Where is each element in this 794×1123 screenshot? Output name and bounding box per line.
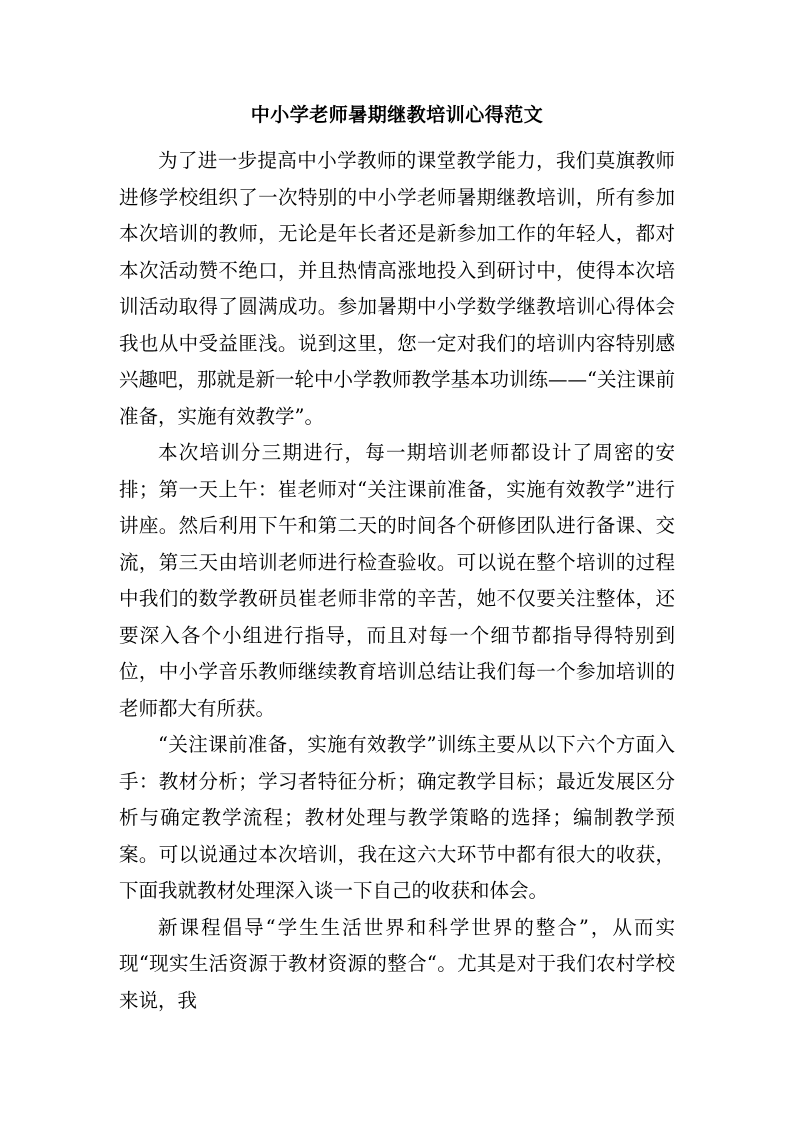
document-body [119, 143, 675, 1019]
paragraph-3: “关注课前准备，实施有效教学”训练主要从以下六个方面入手：教材分析；学习者特征分析；确定教学目标；最近发展区分析与确定教学流程；教材处理与教学策略的选择；编制教学预案。可以说通过本次培训，我在这六大环节中都有很大的收获，下面我就教材处理深入谈一下自己的收获和体会。 [119, 733, 675, 902]
paragraph-1: 为了进一步提高中小学教师的课堂教学能力，我们莫旗教师进修学校组织了一次特别的中小学老师暑期继教培训，所有参加本次培训的教师，无论是年长者还是新参加工作的年轻人，都对本次活动赞不绝口，并且热情高涨地投入到研讨中，使得本次培训活动取得了圆满成功。参加暑期中小学数学继教培训心得体会我也从中受益匪浅。说到这里，您一定对我们的培训内容特别感兴趣吧，那就是新一轮中小学教师教学基本功训练——“关注课前准备，实施有效教学”。 [119, 149, 675, 428]
paragraph-2: 本次培训分三期进行，每一期培训老师都设计了周密的安排；第一天上午：崔老师对“关注课前准备，实施有效教学”进行讲座。然后利用下午和第二天的时间各个研修团队进行备课、交流，第三天由培训老师进行检查验收。可以说在整个培训的过程中我们的数学教研员崔老师非常的辛苦，她不仅要关注整体，还要深入各个小组进行指导，而且对每一个细节都指导得特别到位，中小学音乐教师继续教育培训总结让我们每一个参加培训的老师都大有所获。 [119, 441, 675, 720]
paragraph-4: 新课程倡导“学生生活世界和科学世界的整合”，从而实现“现实生活资源于教材资源的整合“。尤其是对于我们农村学校来说，我 [119, 915, 675, 1012]
document-title: 中小学老师暑期继教培训心得范文 [250, 104, 544, 126]
